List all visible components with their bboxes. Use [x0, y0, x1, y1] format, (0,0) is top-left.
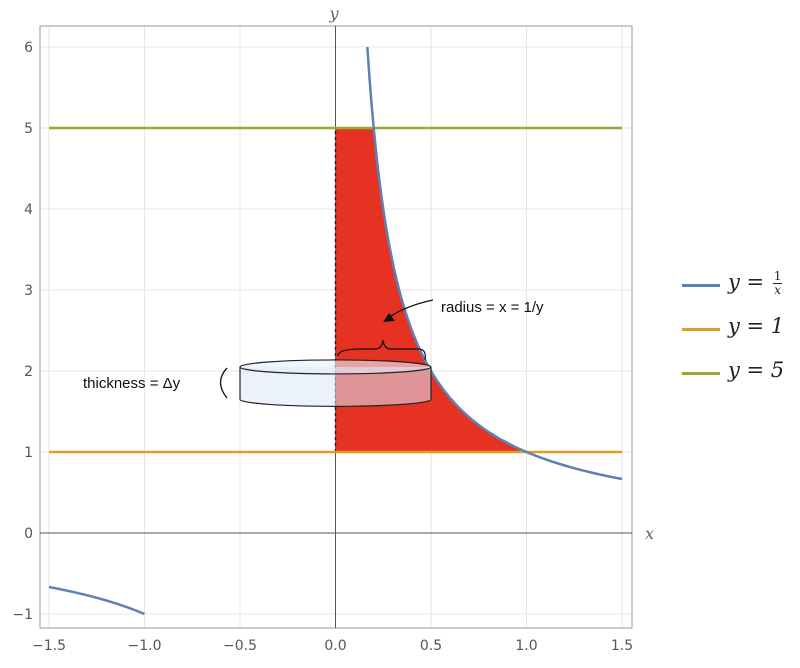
legend-swatch-y5 [682, 372, 720, 375]
y-tick-label: 2 [24, 364, 33, 380]
x-tick-label: −0.5 [223, 638, 257, 654]
legend-label-y1: y = 1 [728, 314, 785, 338]
x-axis-label: x [645, 524, 655, 543]
x-tick-label: 0.5 [419, 638, 443, 654]
x-tick-label: −1.0 [127, 638, 162, 654]
x-tick-label: 1.0 [515, 638, 538, 654]
y-tick-label: 4 [24, 202, 33, 218]
x-tick-label: 1.5 [610, 638, 634, 654]
legend-item-reciprocal [682, 268, 800, 312]
radius-annotation: radius = x = 1/y [441, 299, 544, 316]
series-line-reciprocal-negative [49, 587, 145, 614]
y-tick-label: 3 [24, 283, 33, 299]
y-tick-label: −1 [12, 607, 33, 623]
disk-top [240, 360, 431, 374]
x-tick-label: −1.5 [32, 638, 66, 654]
y-tick-label: 5 [24, 121, 33, 137]
legend-item-y5 [682, 356, 800, 400]
y-tick-label: 1 [24, 445, 33, 461]
thickness-bracket [221, 368, 228, 398]
disk-slice [240, 360, 431, 406]
legend-label-reciprocal: y = $\frac{1}{x}$ [728, 269, 782, 297]
tick-labels [12, 40, 633, 654]
thickness-annotation: thickness = Δy [83, 375, 181, 392]
y-tick-label: 0 [24, 526, 33, 542]
x-tick-label: 0.0 [324, 638, 347, 654]
chart-legend [682, 268, 800, 400]
legend-label-y5: y = 5 [728, 358, 785, 382]
y-axis-label: y [329, 4, 339, 23]
legend-item-y1 [682, 312, 800, 356]
legend-swatch-reciprocal [682, 284, 720, 287]
y-tick-label: 6 [24, 40, 33, 56]
legend-swatch-y1 [682, 328, 720, 331]
